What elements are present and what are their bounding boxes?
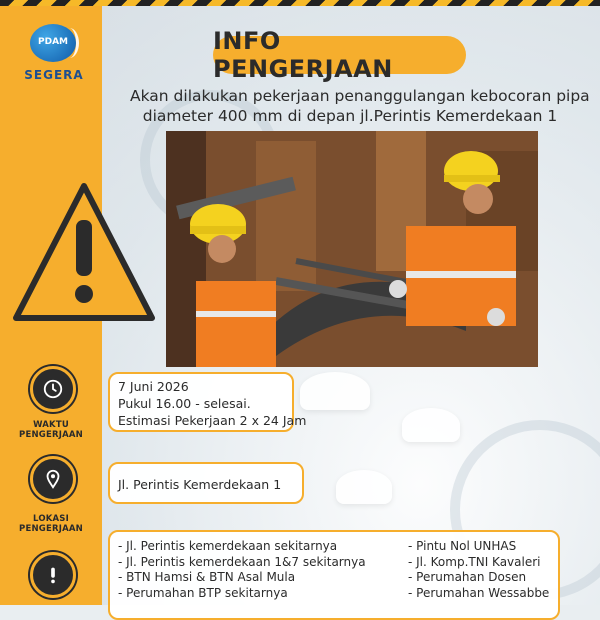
time-info-box xyxy=(108,372,307,432)
location-info-box xyxy=(108,462,304,504)
page-title: INFO PENGERJAAN xyxy=(213,36,466,74)
affected-areas-left xyxy=(118,539,408,601)
area-item: - Jl. Perintis kemerdekaan 1&7 sekitarnya xyxy=(118,554,366,569)
location-label: LOKASI PENGERJAAN xyxy=(19,514,83,534)
area-item: - Perumahan Wessabbe xyxy=(408,585,550,600)
background-helmet xyxy=(402,408,460,442)
area-item: - Perumahan Dosen xyxy=(408,570,527,584)
work-hours: Pukul 16.00 - selesai. xyxy=(118,396,251,411)
area-item: - BTN Hamsi & BTN Asal Mula xyxy=(118,570,296,584)
warning-triangle-icon xyxy=(10,180,158,330)
description xyxy=(130,86,590,126)
time-label: WAKTU PENGERJAAN xyxy=(19,420,83,440)
exclamation-icon xyxy=(30,552,76,598)
area-item: - Jl. Komp.TNI Kavaleri xyxy=(408,554,541,569)
logo-wave xyxy=(60,28,79,58)
logo-name: SEGERA xyxy=(24,68,84,82)
work-estimate: Estimasi Pekerjaan 2 x 24 Jam xyxy=(118,413,307,428)
background-helmet xyxy=(336,470,392,504)
description-line: Akan dilakukan pekerjaan penanggulangan kebocoran pipa xyxy=(130,87,590,105)
clock-icon xyxy=(30,366,76,412)
area-item: - Perumahan BTP sekitarnya xyxy=(118,585,288,600)
work-photo xyxy=(166,131,538,367)
affected-areas-right xyxy=(408,539,550,601)
hazard-stripe xyxy=(0,0,600,6)
background-helmet xyxy=(300,372,370,410)
work-date: 7 Juni 2026 xyxy=(118,379,189,394)
logo-badge-text: PDAM xyxy=(38,37,68,47)
affected-areas-box xyxy=(108,530,560,620)
map-pin-icon xyxy=(30,456,76,502)
area-item: - Jl. Perintis kemerdekaan sekitarnya xyxy=(118,539,338,553)
description-line: diameter 400 mm di depan jl.Perintis Kemerdekaan 1 xyxy=(142,107,558,125)
area-item: - Pintu Nol UNHAS xyxy=(408,539,517,553)
brand-logo xyxy=(24,24,84,80)
work-location: Jl. Perintis Kemerdekaan 1 xyxy=(118,477,282,492)
